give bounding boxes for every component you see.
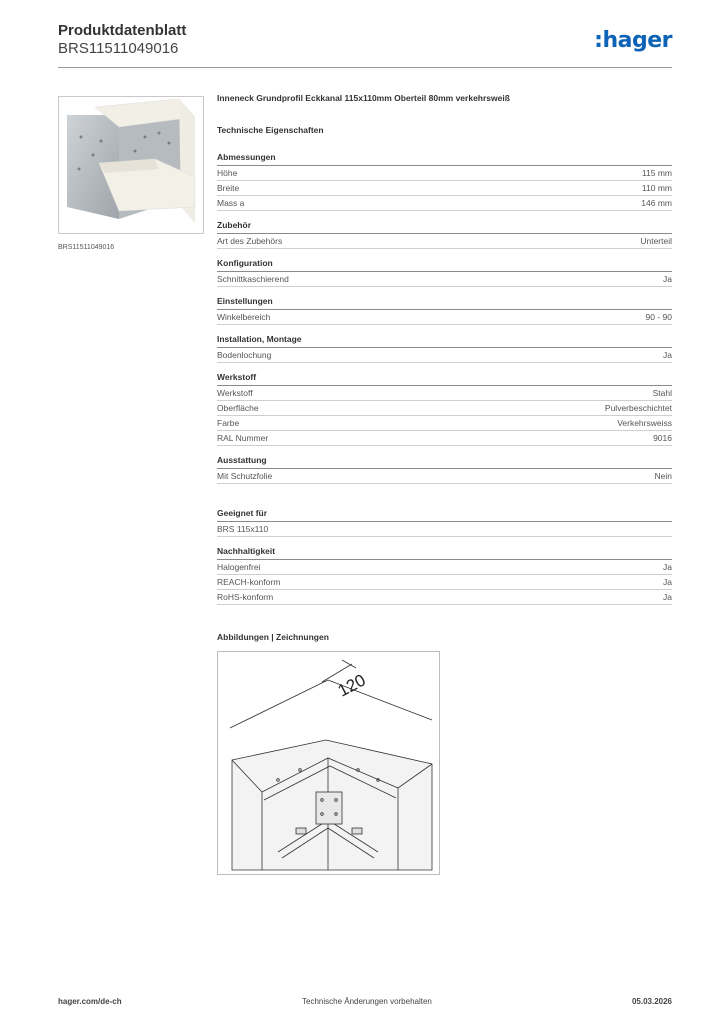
spec-label: Winkelbereich bbox=[217, 312, 271, 322]
drawings-title: Abbildungen | Zeichnungen bbox=[217, 632, 329, 642]
spec-value: 9016 bbox=[653, 433, 672, 443]
spec-value: Pulverbeschichtet bbox=[604, 403, 672, 413]
footer-website[interactable]: hager.com/de-ch bbox=[58, 997, 122, 1006]
spec-label: RoHS-konform bbox=[217, 592, 274, 602]
spec-row bbox=[217, 386, 672, 401]
spec-group bbox=[217, 296, 672, 325]
spec-row bbox=[217, 272, 672, 287]
spec-label: Schnittkaschierend bbox=[217, 274, 289, 284]
spec-group bbox=[217, 258, 672, 287]
group-heading: Zubehör bbox=[217, 220, 672, 234]
group-heading: Nachhaltigkeit bbox=[217, 546, 672, 560]
spec-value: 90 - 90 bbox=[645, 312, 672, 322]
footer-notice: Technische Änderungen vorbehalten bbox=[302, 997, 432, 1006]
spec-group bbox=[217, 455, 672, 484]
spec-value: Unterteil bbox=[640, 236, 672, 246]
footer-date: 05.03.2026 bbox=[631, 997, 672, 1006]
spec-value: Ja bbox=[663, 562, 672, 572]
spec-groups bbox=[217, 152, 672, 605]
spec-label: Bodenlochung bbox=[217, 350, 272, 360]
spec-label: Höhe bbox=[217, 168, 238, 178]
spec-label: REACH-konform bbox=[217, 577, 281, 587]
product-photo bbox=[59, 97, 203, 233]
group-heading: Abmessungen bbox=[217, 152, 672, 166]
spec-label: BRS 115x110 bbox=[217, 524, 269, 534]
spec-group bbox=[217, 546, 672, 605]
spec-group bbox=[217, 334, 672, 363]
spec-row bbox=[217, 310, 672, 325]
spec-group bbox=[217, 152, 672, 211]
spec-row bbox=[217, 416, 672, 431]
article-number: BRS11511049016 bbox=[58, 40, 179, 57]
group-heading: Installation, Montage bbox=[217, 334, 672, 348]
spec-row bbox=[217, 469, 672, 484]
spec-group bbox=[217, 220, 672, 249]
header-divider bbox=[58, 67, 672, 68]
product-title: Inneneck Grundprofil Eckkanal 115x110mm Oberteil 80mm verkehrsweiß bbox=[217, 93, 510, 103]
spec-value: Ja bbox=[663, 274, 672, 284]
spec-label: Art des Zubehörs bbox=[217, 236, 283, 246]
group-heading: Einstellungen bbox=[217, 296, 672, 310]
spec-content bbox=[217, 93, 672, 614]
spec-value: Stahl bbox=[652, 388, 672, 398]
spec-value: 115 mm bbox=[641, 168, 672, 178]
group-heading: Konfiguration bbox=[217, 258, 672, 272]
spec-row bbox=[217, 348, 672, 363]
spec-value: 110 mm bbox=[641, 183, 672, 193]
spec-group bbox=[217, 508, 672, 537]
spec-row bbox=[217, 401, 672, 416]
technical-drawing bbox=[217, 651, 440, 875]
spec-label: RAL Nummer bbox=[217, 433, 269, 443]
spec-label: Mass a bbox=[217, 198, 245, 208]
spec-value: Nein bbox=[654, 471, 672, 481]
group-heading: Geeignet für bbox=[217, 508, 672, 522]
corner-duct-drawing bbox=[218, 652, 439, 874]
spec-row bbox=[217, 166, 672, 181]
spec-label: Halogenfrei bbox=[217, 562, 261, 572]
spec-label: Breite bbox=[217, 183, 240, 193]
spec-row bbox=[217, 560, 672, 575]
spec-row bbox=[217, 522, 672, 537]
group-heading: Werkstoff bbox=[217, 372, 672, 386]
spec-row bbox=[217, 590, 672, 605]
spec-value: Ja bbox=[663, 577, 672, 587]
section-title: Technische Eigenschaften bbox=[217, 125, 324, 135]
spec-label: Werkstoff bbox=[217, 388, 253, 398]
spec-value: Ja bbox=[663, 592, 672, 602]
spec-label: Oberfläche bbox=[217, 403, 259, 413]
spec-row bbox=[217, 196, 672, 211]
spec-group bbox=[217, 372, 672, 446]
spec-row bbox=[217, 234, 672, 249]
product-thumbnail bbox=[58, 96, 204, 234]
thumbnail-caption: BRS11511049016 bbox=[58, 244, 115, 251]
spec-row bbox=[217, 181, 672, 196]
spec-row bbox=[217, 575, 672, 590]
spec-row bbox=[217, 431, 672, 446]
spec-value: Ja bbox=[663, 350, 672, 360]
spec-label: Mit Schutzfolie bbox=[217, 471, 273, 481]
spec-value: 146 mm bbox=[641, 198, 672, 208]
dimension-label: 120 bbox=[334, 670, 369, 701]
spec-value: Verkehrsweiss bbox=[617, 418, 672, 428]
group-heading: Ausstattung bbox=[217, 455, 672, 469]
hager-logo[interactable]: :hager bbox=[594, 28, 672, 53]
group-spacer bbox=[217, 493, 672, 508]
spec-label: Farbe bbox=[217, 418, 240, 428]
page-title: Produktdatenblatt bbox=[58, 22, 187, 39]
